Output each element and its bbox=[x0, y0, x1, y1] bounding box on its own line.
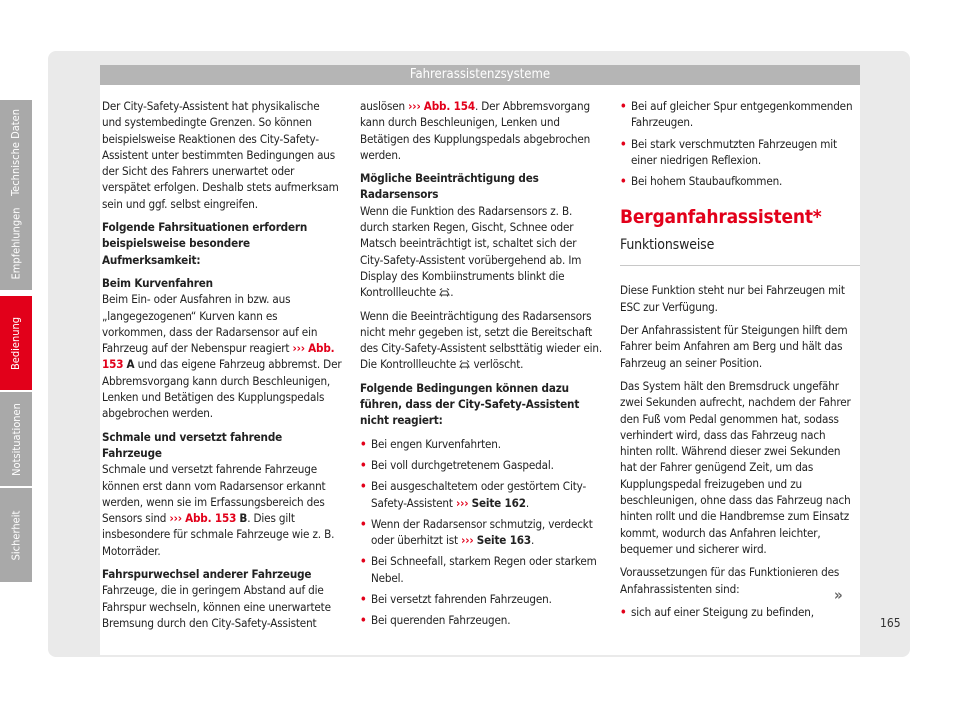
arrow-icon: ››› bbox=[461, 533, 474, 548]
list-item: • Bei auf gleicher Spur entgegenkommenden Fahrzeugen. bbox=[620, 99, 853, 130]
section-header: Fahrerassistenzsysteme bbox=[100, 65, 860, 85]
column-2 bbox=[360, 98, 602, 634]
paragraph: Beim Ein- oder Ausfahren in bzw. aus „langegezogenen“ Kurven kann es vorkommen, dass der Radarsensor auf ein Fahrzeug auf der Nebenspur reagiert ››› Abb. 153 A und das eigene Fahrzeug abbremst. Der Abbremsvorgang kann durch Beschleunigen, Lenken und Betätigen des Kupplungspedals abgebrochen werden. bbox=[102, 292, 342, 421]
bullet-icon: • bbox=[360, 516, 367, 531]
bullet-icon: • bbox=[620, 174, 627, 189]
bullet-icon: • bbox=[360, 479, 367, 494]
tab-sicherheit[interactable]: Sicherheit bbox=[0, 488, 32, 582]
tab-technische-daten[interactable]: Technische Daten bbox=[0, 100, 32, 204]
list-item: • Bei Schneefall, starkem Regen oder starkem Nebel. bbox=[360, 554, 597, 585]
arrow-icon: ››› bbox=[455, 495, 469, 510]
bullet-icon: • bbox=[360, 457, 367, 472]
list-item: • Bei engen Kurvenfahrten. bbox=[360, 436, 501, 451]
subheading-schmale-fahrzeuge: Schmale und versetzt fahrende Fahrzeuge bbox=[102, 429, 283, 460]
subheading-radarsensor: Mögliche Beeinträchtigung des Radarsensors bbox=[360, 171, 539, 202]
bullet-icon: • bbox=[360, 592, 367, 607]
paragraph: Wenn die Beeinträchtigung des Radarsensors nicht mehr gegeben ist, setzt die Bereitschaft des City-Safety-Assistent selbsttätig wieder ein. Die Kontrollleuchte verlöscht. bbox=[360, 308, 602, 372]
bullet-list bbox=[620, 98, 860, 189]
tab-notsituationen[interactable]: Notsituationen bbox=[0, 392, 32, 486]
bullet-icon: • bbox=[360, 554, 367, 569]
tab-bedienung[interactable]: Bedienung bbox=[0, 296, 32, 390]
paragraph: Voraussetzungen für das Funktionieren des Anfahrassistenten sind: bbox=[620, 565, 840, 596]
paragraph: Das System hält den Bremsdruck ungefähr zwei Sekunden aufrecht, nachdem der Fahrer den Fuß vom Pedal genommen hat, sodass verhindert wird, dass das Fahrzeug nach hinten rollt. Während dieser zwei Sekunden hat der Fahrer genügend Zeit, um das Kupplungspedal freizugeben und zu beschleunigen, ohne dass das Fahrzeug nach hinten rollt und die Handbremse zum Einsatz kommt, wodurch das Anfahren leichter, bequemer und sicherer wird. bbox=[620, 378, 851, 556]
list-item: • Bei hohem Staubaufkommen. bbox=[620, 174, 783, 189]
column-3 bbox=[620, 98, 860, 625]
figure-link[interactable]: Abb. 153 bbox=[102, 341, 335, 372]
warning-lamp-icon bbox=[459, 360, 470, 369]
bold-heading: Folgende Bedingungen können dazu führen, dass der City-Safety-Assistent nicht reagiert: bbox=[360, 380, 580, 428]
arrow-icon: ››› bbox=[292, 341, 305, 356]
list-item: • Wenn der Radarsensor schmutzig, verdeckt oder überhitzt ist ››› Seite 163. bbox=[360, 516, 593, 548]
tab-empfehlungen[interactable]: Empfehlungen bbox=[0, 196, 32, 290]
paragraph: auslösen ››› Abb. 154. Der Abbremsvorgang kann durch Beschleunigen, Lenken und Betätigen des Kupplungspedals abgebrochen werden. bbox=[360, 99, 591, 162]
paragraph: Wenn die Funktion des Radarsensors z. B. durch starken Regen, Gischt, Schnee oder Matsch beeinträchtigt ist, schaltet sich der City-Safety-Assistent vorübergehend ab. Im Display des Kombiinstruments blinkt die Kontrollleuchte . bbox=[360, 203, 582, 300]
section-subtitle: Funktionsweise bbox=[620, 235, 860, 266]
arrow-icon: ››› bbox=[408, 99, 421, 113]
subheading-kurvenfahren: Beim Kurvenfahren bbox=[102, 275, 213, 290]
bullet-icon: • bbox=[620, 99, 627, 113]
bullet-icon: • bbox=[360, 613, 367, 628]
bullet-icon: • bbox=[620, 604, 627, 619]
figure-link[interactable]: Abb. 154 bbox=[423, 99, 475, 113]
list-item: • Bei stark verschmutzten Fahrzeugen mit einer niedrigen Reflexion. bbox=[620, 136, 837, 167]
subheading-fahrspurwechsel: Fahrspurwechsel anderer Fahrzeuge bbox=[102, 567, 312, 582]
list-item: • Bei voll durchgetretenem Gaspedal. bbox=[360, 457, 554, 472]
page-link[interactable]: Seite 162 bbox=[471, 495, 526, 510]
bullet-icon: • bbox=[360, 436, 367, 451]
list-item: • Bei querenden Fahrzeugen. bbox=[360, 613, 511, 628]
list-item: • Bei versetzt fahrenden Fahrzeugen. bbox=[360, 592, 552, 607]
warning-lamp-icon bbox=[439, 288, 450, 297]
bullet-icon: • bbox=[620, 136, 627, 151]
page-link[interactable]: Seite 163 bbox=[476, 533, 532, 548]
continue-icon: » bbox=[834, 586, 843, 604]
page-number: 165 bbox=[880, 616, 901, 630]
section-title: Berganfahrassistent* bbox=[620, 206, 822, 229]
bold-heading: Folgende Fahrsituationen erfordern beispielsweise besondere Aufmerksamkeit: bbox=[102, 220, 308, 267]
paragraph: Der Anfahrassistent für Steigungen hilft dem Fahrer beim Anfahren am Berg und hält das Fahrzeug an seiner Position. bbox=[620, 323, 848, 370]
list-item: • sich auf einer Steigung zu befinden, bbox=[620, 604, 814, 619]
paragraph: Schmale und versetzt fahrende Fahrzeuge können erst dann vom Radarsensor erkannt werden, wenn sie im Erfassungsbereich des Sensors sind ››› Abb. 153 B. Dies gilt insbesondere für schmale Fahrzeuge wie z. B. Motorräder. bbox=[102, 462, 335, 558]
bullet-list bbox=[360, 436, 602, 629]
list-item: • Bei ausgeschaltetem oder gestörtem City-Safety-Assistent ››› Seite 162. bbox=[360, 479, 587, 510]
paragraph: Der City-Safety-Assistent hat physikalische und systembedingte Grenzen. So können beispielsweise Reaktionen des City-Safety-Assistent unter bestimmten Bedingungen aus der Sicht des Fahrers unerwartet oder verspätet erfolgen. Deshalb stets aufmerksam sein und ggf. selbst eingreifen. bbox=[102, 99, 339, 211]
paragraph: Diese Funktion steht nur bei Fahrzeugen mit ESC zur Verfügung. bbox=[620, 283, 845, 314]
column-1 bbox=[102, 98, 342, 638]
arrow-icon: ››› bbox=[169, 511, 182, 526]
paragraph: Fahrzeuge, die in geringem Abstand auf die Fahrspur wechseln, können eine unerwartete Bremsung durch den City-Safety-Assistent bbox=[102, 583, 331, 630]
figure-link[interactable]: Abb. 153 bbox=[185, 511, 237, 526]
